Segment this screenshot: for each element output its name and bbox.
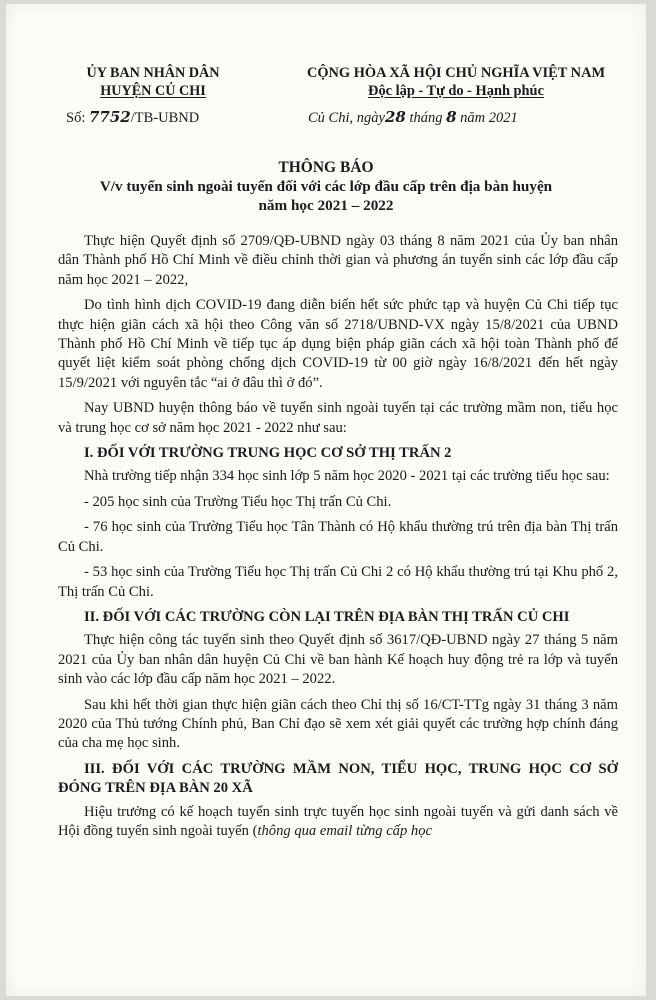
document-body [58,232,618,847]
title-line-2: V/v tuyển sinh ngoài tuyến đối với các lớp đầu cấp trên địa bàn huyện [99,178,553,195]
section-heading-2: II. ĐỐI VỚI CÁC TRƯỜNG CÒN LẠI TRÊN ĐỊA BÀN THỊ TRẤN CỦ CHI [84,608,570,625]
paragraph-text: Hiệu trưởng có kế hoạch tuyển sinh trực tuyến học sinh ngoài tuyến và gửi danh sách về Hội đồng tuyển sinh ngoài tuyến ( [58,803,618,839]
paragraph: Do tình hình dịch COVID-19 đang diễn biến hết sức phức tạp và huyện Củ Chi tiếp tục thực hiện giãn cách xã hội theo Công văn số 2718/UBND-VX ngày 15/8/2021 của UBND Thành phố Hồ Chí Minh về tiếp tục áp dụng biện pháp giãn cách xã hội toàn Thành phố để quyết liệt kiểm soát phòng chống dịch COVID-19 từ 00 giờ ngày 16/8/2021 đến hết ngày 15/9/2021 với nguyên tắc “ai ở đâu thì ở đó”. [58,297,618,391]
date-day: 28 [384,108,406,126]
issuing-agency [58,64,248,100]
motto: Độc lập - Tự do - Hạnh phúc [368,83,544,99]
agency-line-2: HUYỆN CỦ CHI [100,83,206,99]
paragraph [58,803,618,842]
paragraph: Nhà trường tiếp nhận 334 học sinh lớp 5 năm học 2020 - 2021 tại các trường tiểu học sau: [84,468,610,485]
date-prefix: Củ Chi, ngày [308,110,385,126]
title-line-3: năm học 2021 – 2022 [258,197,394,214]
paragraph-italic-text: thông qua email từng cấp học [257,822,432,839]
date-month: 8 [446,108,457,126]
paragraph: Thực hiện Quyết định số 2709/QĐ-UBND ngày 03 tháng 8 năm 2021 của Ủy ban nhân dân Thành phố Hồ Chí Minh về điều chỉnh thời gian và phương án tuyển sinh các lớp đầu cấp năm học 2021 – 2022, [58,233,618,288]
date-month-label: tháng [409,110,443,126]
title-line-1: THÔNG BÁO [278,159,374,176]
paragraph: Sau khi hết thời gian thực hiện giãn cách theo Chỉ thị số 16/CT-TTg ngày 31 tháng 3 năm 2020 của Thủ tướng Chính phủ, Ban Chỉ đạo sẽ xem xét giải quyết các trường hợp chính đáng của cha mẹ học sinh. [58,696,618,752]
doc-no-suffix: /TB-UBND [130,110,200,126]
nation-name: CỘNG HÒA XÃ HỘI CHỦ NGHĨA VIỆT NAM [306,65,606,81]
doc-no-label: Số: [66,110,86,126]
document-number [66,108,199,127]
paragraph: Nay UBND huyện thông báo về tuyển sinh ngoài tuyến tại các trường mầm non, tiểu học và trung học cơ sở năm học 2021 - 2022 như sau: [58,400,618,436]
document-page [6,4,646,996]
section-heading-3: III. ĐỐI VỚI CÁC TRƯỜNG MẦM NON, TIỂU HỌC, TRUNG HỌC CƠ SỞ ĐÓNG TRÊN ĐỊA BÀN 20 XÃ [58,760,618,797]
national-motto [276,64,636,100]
date-year: năm 2021 [460,110,518,126]
document-title [6,158,646,215]
agency-line-1: ỦY BAN NHÂN DÂN [86,65,220,81]
doc-no-handwritten: 7752 [88,108,131,126]
list-item: - 205 học sinh của Trường Tiểu học Thị trấn Củ Chi. [84,493,392,510]
document-date [308,108,518,127]
section-heading-1: I. ĐỐI VỚI TRƯỜNG TRUNG HỌC CƠ SỞ THỊ TRẤN 2 [84,445,452,462]
list-item: - 76 học sinh của Trường Tiểu học Tân Thành có Hộ khẩu thường trú trên địa bàn Thị trấn Củ Chi. [58,519,618,555]
list-item: - 53 học sinh của Trường Tiểu học Thị trấn Củ Chi 2 có Hộ khẩu thường trú tại Khu phố 2, Thị trấn Củ Chi. [58,564,618,600]
paragraph: Thực hiện công tác tuyển sinh theo Quyết định số 3617/QĐ-UBND ngày 27 tháng 5 năm 2021 của Ủy ban nhân dân huyện Củ Chi về ban hành Kế hoạch huy động trẻ ra lớp và tuyển sinh vào các lớp đầu cấp năm học 2021 – 2022. [58,632,618,688]
